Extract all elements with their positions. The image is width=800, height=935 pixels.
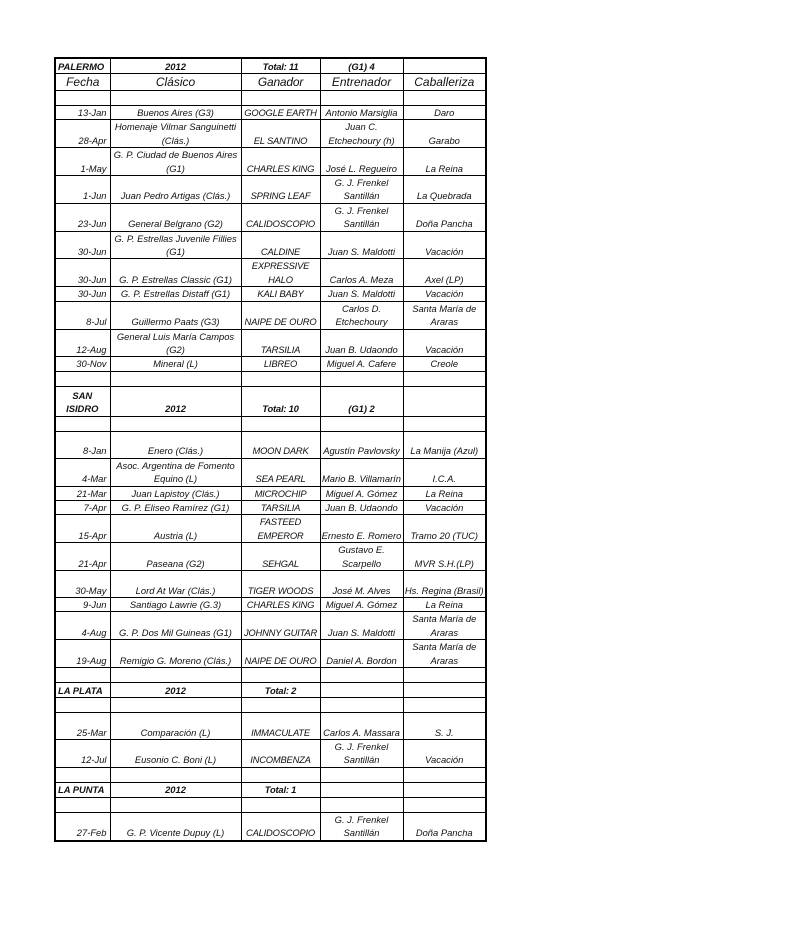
stable-cell: Garabo xyxy=(403,120,486,148)
race-name-cell: Santiago Lawrie (G.3) xyxy=(110,597,241,611)
venue-label: LA PUNTA xyxy=(55,782,110,797)
race-name-cell: Guillermo Paats (G3) xyxy=(110,301,241,329)
stable-cell: Vacación xyxy=(403,231,486,259)
trainer-cell: José L. Regueiro xyxy=(320,148,403,176)
empty-cell xyxy=(403,698,486,713)
winner-cell: MICROCHIP xyxy=(241,486,320,500)
stable-cell: La Reina xyxy=(403,148,486,176)
date-cell: 19-Aug xyxy=(55,640,110,668)
empty-cell xyxy=(241,698,320,713)
stable-cell: S. J. xyxy=(403,713,486,740)
empty-cell xyxy=(403,58,486,74)
spacer-row xyxy=(55,371,486,386)
race-name-cell: G. P. Estrellas Classic (G1) xyxy=(110,259,241,287)
race-name-cell: Asoc. Argentina de Fomento Equino (L) xyxy=(110,458,241,486)
section-g1-count xyxy=(320,782,403,797)
empty-cell xyxy=(403,797,486,812)
date-cell: 30-Jun xyxy=(55,231,110,259)
stable-cell: Doña Pancha xyxy=(403,812,486,840)
trainer-cell: José M. Alves xyxy=(320,570,403,597)
table-row xyxy=(55,431,486,458)
race-name-cell: G. P. Dos Mil Guineas (G1) xyxy=(110,612,241,640)
winner-cell: SEHGAL xyxy=(241,543,320,571)
table-row xyxy=(55,740,486,768)
table-row xyxy=(55,500,486,514)
date-cell: 13-Jan xyxy=(55,106,110,120)
empty-cell xyxy=(403,782,486,797)
winner-cell: CALIDOSCOPIO xyxy=(241,812,320,840)
winner-cell: CALIDOSCOPIO xyxy=(241,203,320,231)
winner-cell: JOHNNY GUITAR xyxy=(241,612,320,640)
trainer-cell: Mario B. Villamarín xyxy=(320,458,403,486)
section-g1-count: (G1) 2 xyxy=(320,386,403,416)
results-table-body xyxy=(55,58,486,841)
date-cell: 27-Feb xyxy=(55,812,110,840)
winner-cell: TARSILIA xyxy=(241,500,320,514)
section-header-row xyxy=(55,683,486,698)
table-row xyxy=(55,106,486,120)
trainer-cell: Juan B. Udaondo xyxy=(320,329,403,357)
empty-cell xyxy=(403,91,486,106)
empty-cell xyxy=(55,698,110,713)
column-header-row xyxy=(55,74,486,91)
date-cell: 1-May xyxy=(55,148,110,176)
header-entrenador: Entrenador xyxy=(320,74,403,91)
race-name-cell: Buenos Aires (G3) xyxy=(110,106,241,120)
header-ganador: Ganador xyxy=(241,74,320,91)
empty-cell xyxy=(55,668,110,683)
venue-label: SAN ISIDRO xyxy=(55,386,110,416)
spacer-row xyxy=(55,91,486,106)
empty-cell xyxy=(320,371,403,386)
stable-cell: Tramo 20 (TUC) xyxy=(403,515,486,543)
date-cell: 28-Apr xyxy=(55,120,110,148)
header-fecha: Fecha xyxy=(55,74,110,91)
race-name-cell: Juan Lapistoy (Clás.) xyxy=(110,486,241,500)
trainer-cell: Ernesto E. Romero xyxy=(320,515,403,543)
empty-cell xyxy=(110,698,241,713)
empty-cell xyxy=(110,767,241,782)
stable-cell: Hs. Regina (Brasil) xyxy=(403,570,486,597)
winner-cell: INCOMBENZA xyxy=(241,740,320,768)
table-row xyxy=(55,597,486,611)
race-name-cell: Mineral (L) xyxy=(110,357,241,371)
empty-cell xyxy=(403,767,486,782)
race-name-cell: Paseana (G2) xyxy=(110,543,241,571)
empty-cell xyxy=(320,767,403,782)
empty-cell xyxy=(110,416,241,431)
stable-cell: Daro xyxy=(403,106,486,120)
header-clasico: Clásico xyxy=(110,74,241,91)
winner-cell: TARSILIA xyxy=(241,329,320,357)
empty-cell xyxy=(241,91,320,106)
winner-cell: EXPRESSIVE HALO xyxy=(241,259,320,287)
race-name-cell: G. P. Estrellas Distaff (G1) xyxy=(110,287,241,301)
date-cell: 4-Mar xyxy=(55,458,110,486)
trainer-cell: Juan C. Etchechoury (h) xyxy=(320,120,403,148)
table-row xyxy=(55,203,486,231)
table-row xyxy=(55,543,486,571)
empty-cell xyxy=(110,797,241,812)
table-row xyxy=(55,640,486,668)
trainer-cell: Gustavo E. Scarpello xyxy=(320,543,403,571)
date-cell: 1-Jun xyxy=(55,176,110,204)
header-caballeriza: Caballeriza xyxy=(403,74,486,91)
stable-cell: Santa María de Araras xyxy=(403,612,486,640)
trainer-cell: Miguel A. Gómez xyxy=(320,486,403,500)
trainer-cell: G. J. Frenkel Santillán xyxy=(320,203,403,231)
trainer-cell: G. J. Frenkel Santillán xyxy=(320,812,403,840)
section-total: Total: 1 xyxy=(241,782,320,797)
trainer-cell: Carlos A. Massara xyxy=(320,713,403,740)
section-year: 2012 xyxy=(110,782,241,797)
empty-cell xyxy=(55,91,110,106)
empty-cell xyxy=(320,668,403,683)
empty-cell xyxy=(55,797,110,812)
trainer-cell: Miguel A. Cafere xyxy=(320,357,403,371)
race-name-cell: Austria (L) xyxy=(110,515,241,543)
table-row xyxy=(55,486,486,500)
empty-cell xyxy=(403,668,486,683)
empty-cell xyxy=(55,416,110,431)
winner-cell: LIBREO xyxy=(241,357,320,371)
section-g1-count: (G1) 4 xyxy=(320,58,403,74)
trainer-cell: Antonio Marsiglia xyxy=(320,106,403,120)
trainer-cell: Juan S. Maldotti xyxy=(320,612,403,640)
race-name-cell: General Belgrano (G2) xyxy=(110,203,241,231)
table-row xyxy=(55,458,486,486)
stable-cell: I.C.A. xyxy=(403,458,486,486)
date-cell: 15-Apr xyxy=(55,515,110,543)
section-header-row xyxy=(55,58,486,74)
race-name-cell: General Luis María Campos (G2) xyxy=(110,329,241,357)
race-name-cell: Enero (Clás.) xyxy=(110,431,241,458)
race-name-cell: G. P. Vicente Dupuy (L) xyxy=(110,812,241,840)
spacer-row xyxy=(55,698,486,713)
empty-cell xyxy=(403,386,486,416)
empty-cell xyxy=(241,371,320,386)
stable-cell: Vacación xyxy=(403,287,486,301)
date-cell: 30-May xyxy=(55,570,110,597)
section-total: Total: 11 xyxy=(241,58,320,74)
date-cell: 30-Jun xyxy=(55,259,110,287)
trainer-cell: Carlos A. Meza xyxy=(320,259,403,287)
race-name-cell: Lord At War (Clás.) xyxy=(110,570,241,597)
section-header-row xyxy=(55,782,486,797)
empty-cell xyxy=(241,797,320,812)
empty-cell xyxy=(110,668,241,683)
date-cell: 25-Mar xyxy=(55,713,110,740)
empty-cell xyxy=(110,371,241,386)
stable-cell: Santa María de Araras xyxy=(403,301,486,329)
trainer-cell: Juan S. Maldotti xyxy=(320,231,403,259)
winner-cell: EL SANTINO xyxy=(241,120,320,148)
empty-cell xyxy=(320,416,403,431)
stable-cell: Vacación xyxy=(403,740,486,768)
table-row xyxy=(55,148,486,176)
empty-cell xyxy=(241,767,320,782)
empty-cell xyxy=(110,91,241,106)
date-cell: 8-Jan xyxy=(55,431,110,458)
date-cell: 23-Jun xyxy=(55,203,110,231)
winner-cell: KALI BABY xyxy=(241,287,320,301)
table-row xyxy=(55,259,486,287)
section-g1-count xyxy=(320,683,403,698)
stable-cell: Axel (LP) xyxy=(403,259,486,287)
table-row xyxy=(55,301,486,329)
trainer-cell: G. J. Frenkel Santillán xyxy=(320,740,403,768)
trainer-cell: Juan B. Udaondo xyxy=(320,500,403,514)
empty-cell xyxy=(55,371,110,386)
table-row xyxy=(55,570,486,597)
stable-cell: Vacación xyxy=(403,500,486,514)
results-table xyxy=(54,57,487,842)
race-name-cell: Remigio G. Moreno (Clás.) xyxy=(110,640,241,668)
winner-cell: SEA PEARL xyxy=(241,458,320,486)
empty-cell xyxy=(55,767,110,782)
race-name-cell: Eusonio C. Boni (L) xyxy=(110,740,241,768)
date-cell: 8-Jul xyxy=(55,301,110,329)
trainer-cell: Miguel A. Gómez xyxy=(320,597,403,611)
empty-cell xyxy=(241,668,320,683)
winner-cell: CALDINE xyxy=(241,231,320,259)
trainer-cell: Juan S. Maldotti xyxy=(320,287,403,301)
table-row xyxy=(55,329,486,357)
stable-cell: La Reina xyxy=(403,597,486,611)
date-cell: 21-Apr xyxy=(55,543,110,571)
table-row xyxy=(55,120,486,148)
section-year: 2012 xyxy=(110,683,241,698)
winner-cell: SPRING LEAF xyxy=(241,176,320,204)
trainer-cell: Carlos D. Etchechoury xyxy=(320,301,403,329)
empty-cell xyxy=(320,698,403,713)
race-name-cell: G. P. Ciudad de Buenos Aires (G1) xyxy=(110,148,241,176)
empty-cell xyxy=(403,371,486,386)
section-header-row xyxy=(55,386,486,416)
winner-cell: NAIPE DE OURO xyxy=(241,301,320,329)
race-name-cell: Juan Pedro Artigas (Clás.) xyxy=(110,176,241,204)
race-name-cell: Homenaje Vilmar Sanguinetti (Clás.) xyxy=(110,120,241,148)
section-total: Total: 10 xyxy=(241,386,320,416)
empty-cell xyxy=(320,797,403,812)
stable-cell: Santa María de Araras xyxy=(403,640,486,668)
table-row xyxy=(55,357,486,371)
trainer-cell: G. J. Frenkel Santillán xyxy=(320,176,403,204)
date-cell: 9-Jun xyxy=(55,597,110,611)
table-row xyxy=(55,231,486,259)
race-name-cell: Comparación (L) xyxy=(110,713,241,740)
winner-cell: CHARLES KING xyxy=(241,148,320,176)
venue-label: LA PLATA xyxy=(55,683,110,698)
stable-cell: Doña Pancha xyxy=(403,203,486,231)
spacer-row xyxy=(55,767,486,782)
winner-cell: CHARLES KING xyxy=(241,597,320,611)
date-cell: 12-Jul xyxy=(55,740,110,768)
stable-cell: MVR S.H.(LP) xyxy=(403,543,486,571)
stable-cell: Vacación xyxy=(403,329,486,357)
winner-cell: TIGER WOODS xyxy=(241,570,320,597)
trainer-cell: Daniel A. Bordon xyxy=(320,640,403,668)
section-year: 2012 xyxy=(110,386,241,416)
empty-cell xyxy=(320,91,403,106)
empty-cell xyxy=(241,416,320,431)
table-row xyxy=(55,713,486,740)
date-cell: 21-Mar xyxy=(55,486,110,500)
table-row xyxy=(55,515,486,543)
venue-label: PALERMO xyxy=(55,58,110,74)
table-row xyxy=(55,812,486,840)
spacer-row xyxy=(55,668,486,683)
section-total: Total: 2 xyxy=(241,683,320,698)
table-row xyxy=(55,287,486,301)
table-row xyxy=(55,176,486,204)
date-cell: 7-Apr xyxy=(55,500,110,514)
date-cell: 30-Jun xyxy=(55,287,110,301)
date-cell: 12-Aug xyxy=(55,329,110,357)
date-cell: 4-Aug xyxy=(55,612,110,640)
race-name-cell: G. P. Estrellas Juvenile Fillies (G1) xyxy=(110,231,241,259)
winner-cell: GOOGLE EARTH xyxy=(241,106,320,120)
section-year: 2012 xyxy=(110,58,241,74)
stable-cell: Creole xyxy=(403,357,486,371)
stable-cell: La Manija (Azul) xyxy=(403,431,486,458)
race-name-cell: G. P. Eliseo Ramírez (G1) xyxy=(110,500,241,514)
empty-cell xyxy=(403,683,486,698)
spacer-row xyxy=(55,416,486,431)
winner-cell: IMMACULATE xyxy=(241,713,320,740)
stable-cell: La Quebrada xyxy=(403,176,486,204)
table-row xyxy=(55,612,486,640)
winner-cell: MOON DARK xyxy=(241,431,320,458)
empty-cell xyxy=(403,416,486,431)
spacer-row xyxy=(55,797,486,812)
stable-cell: La Reina xyxy=(403,486,486,500)
date-cell: 30-Nov xyxy=(55,357,110,371)
trainer-cell: Agustín Pavlovsky xyxy=(320,431,403,458)
winner-cell: FASTEED EMPEROR xyxy=(241,515,320,543)
winner-cell: NAIPE DE OURO xyxy=(241,640,320,668)
